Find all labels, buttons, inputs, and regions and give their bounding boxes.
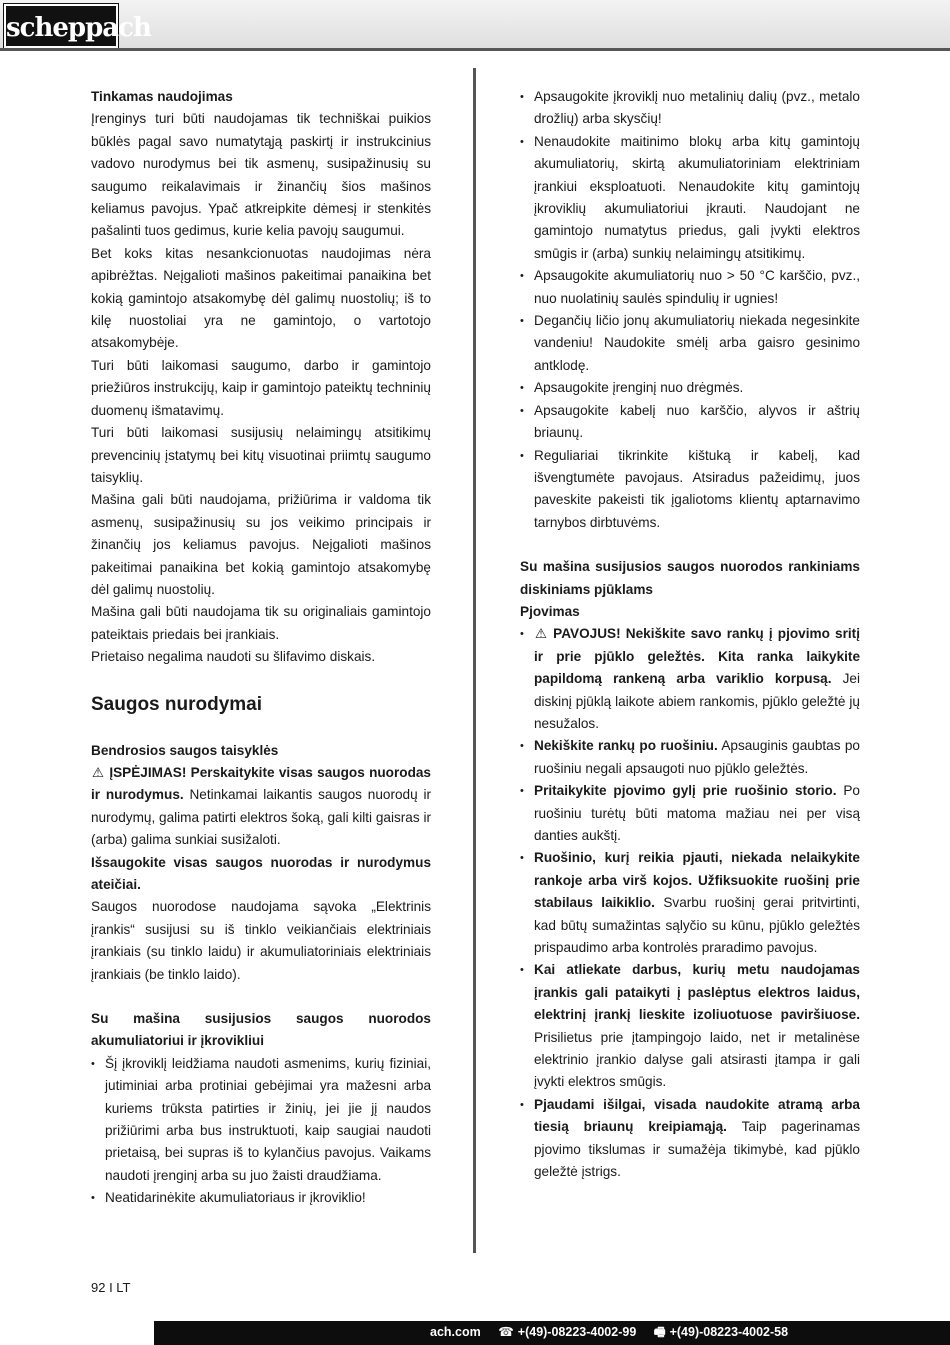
paragraph: Įrenginys turi būti naudojamas tik techniškai puikios būklės pagal savo numatytąją paskirtį ir instrukcinius vadovo nurodymus bei tik asmenų, susipažinusių su saugumo reikalavimais ir žinančių šios mašinos keliamus pavojus. Ypač atkreipkite dėmesį ir stenkitės pašalinti tuos gedimus, kurie kelia pavojų saugumui. xyxy=(91,111,431,239)
warning-icon: ⚠ xyxy=(91,764,105,780)
list-item xyxy=(520,959,860,1093)
list-item: • Apsaugokite kabelį nuo karščio, alyvos ir aštrių briaunų. xyxy=(520,400,860,445)
left-column xyxy=(91,86,431,1210)
paragraph: Turi būti laikomasi saugumo, darbo ir gamintojo priežiūros instrukcijų, kaip ir gamintojo pateiktų techninių duomenų išmatavimų. xyxy=(91,357,431,418)
section-heading-safety: Saugos nurodymai xyxy=(91,693,263,715)
warning-text: Netinkamai laikantis saugos nuorodų ir nurodymų, galima patirti elektros šoką, gali kilti gaisras ir (arba) galima sunkiai susižaloti. xyxy=(91,787,431,848)
page-header xyxy=(0,0,950,50)
right-column xyxy=(520,86,860,1184)
list-item: • Apsaugokite įkroviklį nuo metalinių dalių (pvz., metalo drožlių) arba skysčių! xyxy=(520,86,860,131)
term-definition: Saugos nuorodose naudojama sąvoka „Elektrinis įrankis“ susijusi su iš tinklo veikiančiais elektriniais įrankiais (su tinklo laidu) ir akumuliatoriniais elektriniais įrankiais (be tinklo laido). xyxy=(91,899,431,982)
list-item: • Apsaugokite akumuliatorių nuo > 50 °C karščio, pvz., nuo nuolatinių saulės spindulių ir ugnies! xyxy=(520,265,860,310)
column-divider xyxy=(473,68,476,1253)
paragraph: Turi būti laikomasi susijusių nelaimingų atsitikimų prevencinių įstatymų bei kitų visuotinai priimtų saugumo taisyklių. xyxy=(91,425,431,485)
list-item: • Degančių ličio jonų akumuliatorių niekada negesinkite vandeniu! Naudokite smėlį arba gaisro gesinimo antklodę. xyxy=(520,310,860,377)
fax-icon: 🖷 xyxy=(653,1325,666,1339)
general-safety-title: Bendrosios saugos taisyklės xyxy=(91,742,279,758)
bullet-bold: PAVOJUS! Nekiškite savo rankų į pjovimo sritį ir prie pjūklo geležtės. Kita ranka laikykite papildomą rankeną arba variklio korpusą. xyxy=(534,626,860,687)
warning-bold: ĮSPĖJIMAS! Perskaitykite visas saugos nuorodas ir nurodymus. xyxy=(91,764,431,803)
list-item xyxy=(520,780,860,847)
list-item: • Neatidarinėkite akumuliatoriaus ir įkroviklio! xyxy=(91,1187,431,1209)
warning-icon: ⚠ xyxy=(534,626,548,642)
list-item xyxy=(520,1094,860,1184)
header-rule xyxy=(0,48,950,51)
bullet-text: Prisilietus prie įtampingojo laido, net ir metalinėse elektrinio įrankio dalyse gali atsirasti įtampa ir gali įvykti elektros smūgis. xyxy=(534,1029,860,1090)
bullet-bold: Pjaudami išilgai, visada naudokite atramą arba tiesią briaunų kreipiamąją. xyxy=(534,1096,860,1135)
bullet-text: Jei diskinį pjūklą laikote abiem rankomis, pjūklo geležtė jų nesužalos. xyxy=(534,671,860,731)
bullet-text: Svarbu ruošinį gerai pritvirtinti, kad būtų sumažintas sąlyčio su kūnu, pjūklo geležtės prispaudimo arba kontrolės praradimo pavojus. xyxy=(534,895,861,956)
paragraph: Bet koks kitas nesankcionuotas naudojimas nėra apibrėžtas. Neįgalioti mašinos pakeitimai panaikina bet kokią gamintojo atsakomybę dėl galimų nuostolių; iš to kilę nuostoliai yra ne gamintojo, o vartotojo atsakomybėje. xyxy=(91,245,431,351)
keep-instructions: Išsaugokite visas saugos nuorodas ir nurodymus ateičiai. xyxy=(91,854,431,892)
paragraph: Prietaiso negalima naudoti su šlifavimo diskais. xyxy=(91,649,376,665)
battery-safety-title: Su mašina susijusios saugos nuorodos akumuliatoriui ir įkrovikliui xyxy=(91,1011,431,1049)
paragraph: Mašina gali būti naudojama tik su originaliais gamintojo pateiktais priedais bei įrankiais. xyxy=(91,604,431,642)
page-footer xyxy=(0,1321,950,1345)
charger-bullet-list xyxy=(520,86,860,534)
phone-number: +(49)-08223-4002-99 xyxy=(517,1325,637,1339)
scheppach-logo: scheppach xyxy=(4,4,118,48)
saw-safety-title: Su mašina susijusios saugos nuorodos rankiniams diskiniams pjūklams xyxy=(520,559,860,597)
list-item: • Nenaudokite maitinimo blokų arba kitų gamintojų akumuliatorių, skirtą akumuliatoriniam elektriniam įrankiui eksploatuoti. Nenaudokite kitų gamintojų įkroviklių akumuliatoriui įkrauti. Naudojant ne gamintojo numatytus priedus, gali įvykti elektros smūgis ir (arba) sunkių nelaimingų atsitikimų. xyxy=(520,131,860,265)
bullet-text: Taip pagerinamas pjovimo tikslumas ir sumažėja tikimybė, kad pjūklo geležtė įstrigs. xyxy=(534,1119,860,1180)
list-item: • Reguliariai tikrinkite kištuką ir kabelį, kad išvengtumėte pavojaus. Atsiradus pažeidimų, juos paveskite pakeisti tik įgaliotoms klientų aptarnavimo tarnybos dirbtuvėms. xyxy=(520,445,860,535)
website-link[interactable]: ach.com xyxy=(430,1325,481,1339)
paragraph: Mašina gali būti naudojama, prižiūrima ir valdoma tik asmenų, susipažinusių su jos veikimo principais ir žinančių jos keliamus pavojus. Neįgalioti mašinos pakeitimai panaikina bet kokią gamintojo atsakomybę dėl galimų nuostolių. xyxy=(91,492,431,597)
bullet-bold: Nekiškite rankų po ruošiniu. xyxy=(534,738,718,754)
list-item xyxy=(520,735,860,780)
bullet-text: Po ruošiniu turėtų būti matoma mažiau nei per visą danties aukštį. xyxy=(534,783,860,843)
list-item xyxy=(520,847,860,959)
cutting-title: Pjovimas xyxy=(520,603,580,619)
bullet-bold: Pritaikykite pjovimo gylį prie ruošinio storio. xyxy=(534,783,837,799)
cutting-bullet-list xyxy=(520,623,860,1183)
fax-number: +(49)-08223-4002-58 xyxy=(669,1325,789,1339)
section-title-intended-use: Tinkamas naudojimas xyxy=(91,89,233,104)
page-number: 92 I LT xyxy=(91,1280,131,1295)
battery-bullet-list xyxy=(91,1053,431,1210)
list-item xyxy=(520,623,860,735)
warning-paragraph xyxy=(91,762,431,852)
list-item: • Apsaugokite įrenginį nuo drėgmės. xyxy=(520,377,860,399)
bullet-bold: Ruošinio, kurį reikia pjauti, niekada nelaikykite rankoje arba virš kojos. Užfiksuokite ruošinį prie stabilaus laikiklio. xyxy=(534,850,860,911)
bullet-text: Apsauginis gaubtas po ruošiniu negali apsaugoti nuo pjūklo geležtės. xyxy=(534,738,860,776)
list-item: • Šį įkroviklį leidžiama naudoti asmenims, kurių fiziniai, jutiminiai arba protiniai gebėjimai yra mažesni arba kuriems trūksta patirties ir žinių, jei jie jį naudos prižiūrimi arba bus instruktuoti, kaip saugiai naudoti prietaisą, bei supras iš to kylančius pavojus. Vaikams naudoti įrenginį arba su juo žaisti draudžiama. xyxy=(91,1053,431,1187)
intended-use-paragraphs xyxy=(91,108,431,668)
phone-icon: ☎ xyxy=(498,1325,514,1339)
bullet-bold: Kai atliekate darbus, kurių metu naudojamas įrankis gali pataikyti į paslėptus elektros laidus, elektrinį įrankį lieskite izoliuotuose paviršiuose. xyxy=(534,962,860,1023)
